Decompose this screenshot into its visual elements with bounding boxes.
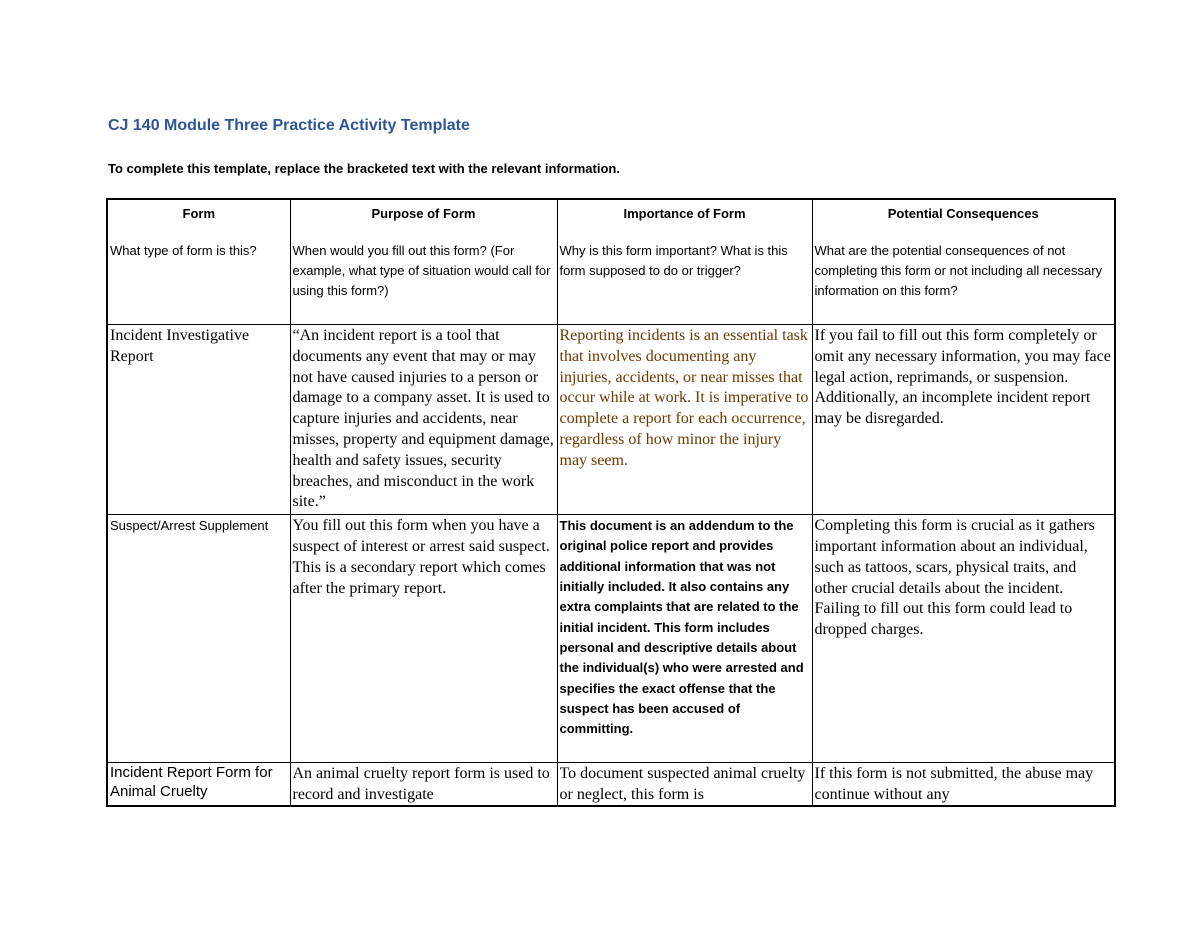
header-label: Form	[182, 206, 215, 221]
form-cell: Suspect/Arrest Supplement	[107, 515, 290, 763]
importance-text: To document suspected animal cruelty or neglect, this form is	[559, 765, 806, 803]
consequences-cell: Completing this form is crucial as it gathers important information about an individual, such as tattoos, scars, physical traits, and other crucial details about the incident. Failing to fill out this form could lead to dropped charges.	[812, 515, 1115, 763]
header-row	[107, 199, 1115, 325]
form-cell: Incident Investigative Report	[107, 325, 290, 515]
header-description: What are the potential consequences of not completing this form or not including all necessary information on this form?	[814, 243, 1103, 298]
purpose-cell	[290, 763, 557, 807]
header-label: Importance of Form	[623, 206, 746, 221]
purpose-cell: “An incident report is a tool that documents any event that may or may not have caused injuries to a person or damage to a company asset. It is used to capture injuries and accidents, near misses, property and equipment damage, health and safety issues, security breaches, and misconduct in the work site.”	[290, 325, 557, 515]
consequences-cell	[812, 763, 1115, 807]
header-cell-consequences	[812, 199, 1115, 325]
header-cell-importance	[557, 199, 812, 325]
header-description: When would you fill out this form? (For example, what type of situation would call for using this form?)	[292, 243, 551, 298]
instructions-text: To complete this template, replace the bracketed text with the relevant information.	[108, 161, 620, 176]
table-row	[107, 325, 1115, 515]
form-text: Incident Report Form for Animal Cruelty	[110, 764, 273, 800]
table-row	[107, 763, 1115, 807]
header-description: Why is this form important? What is this form supposed to do or trigger?	[559, 243, 788, 278]
importance-cell: This document is an addendum to the original police report and provides additional information that was not initially included. It also contains any extra complaints that are related to the initial incident. This form includes personal and descriptive details about the individual(s) who were arrested and specifies the exact offense that the suspect has been accused of committing.	[557, 515, 812, 763]
table-row	[107, 515, 1115, 763]
form-cell	[107, 763, 290, 807]
header-cell-form	[107, 199, 290, 325]
header-cell-purpose	[290, 199, 557, 325]
header-label: Purpose of Form	[371, 206, 476, 221]
header-label: Potential Consequences	[887, 206, 1039, 221]
consequences-text: If this form is not submitted, the abuse may continue without any	[814, 765, 1094, 803]
purpose-cell: You fill out this form when you have a suspect of interest or arrest said suspect. This is a secondary report which comes after the primary report.	[290, 515, 557, 763]
consequences-cell: If you fail to fill out this form completely or omit any necessary information, you may face legal action, reprimands, or suspension. Additionally, an incomplete incident report may be disregarded.	[812, 325, 1115, 515]
header-description: What type of form is this?	[110, 243, 257, 258]
forms-table	[106, 198, 1116, 807]
purpose-text: An animal cruelty report form is used to record and investigate	[292, 765, 550, 803]
importance-cell: Reporting incidents is an essential task that involves documenting any injuries, accidents, or near misses that occur while at work. It is imperative to complete a report for each occurrence, regardless of how minor the injury may seem.	[557, 325, 812, 515]
importance-cell	[557, 763, 812, 807]
document-title: CJ 140 Module Three Practice Activity Template	[108, 117, 470, 134]
